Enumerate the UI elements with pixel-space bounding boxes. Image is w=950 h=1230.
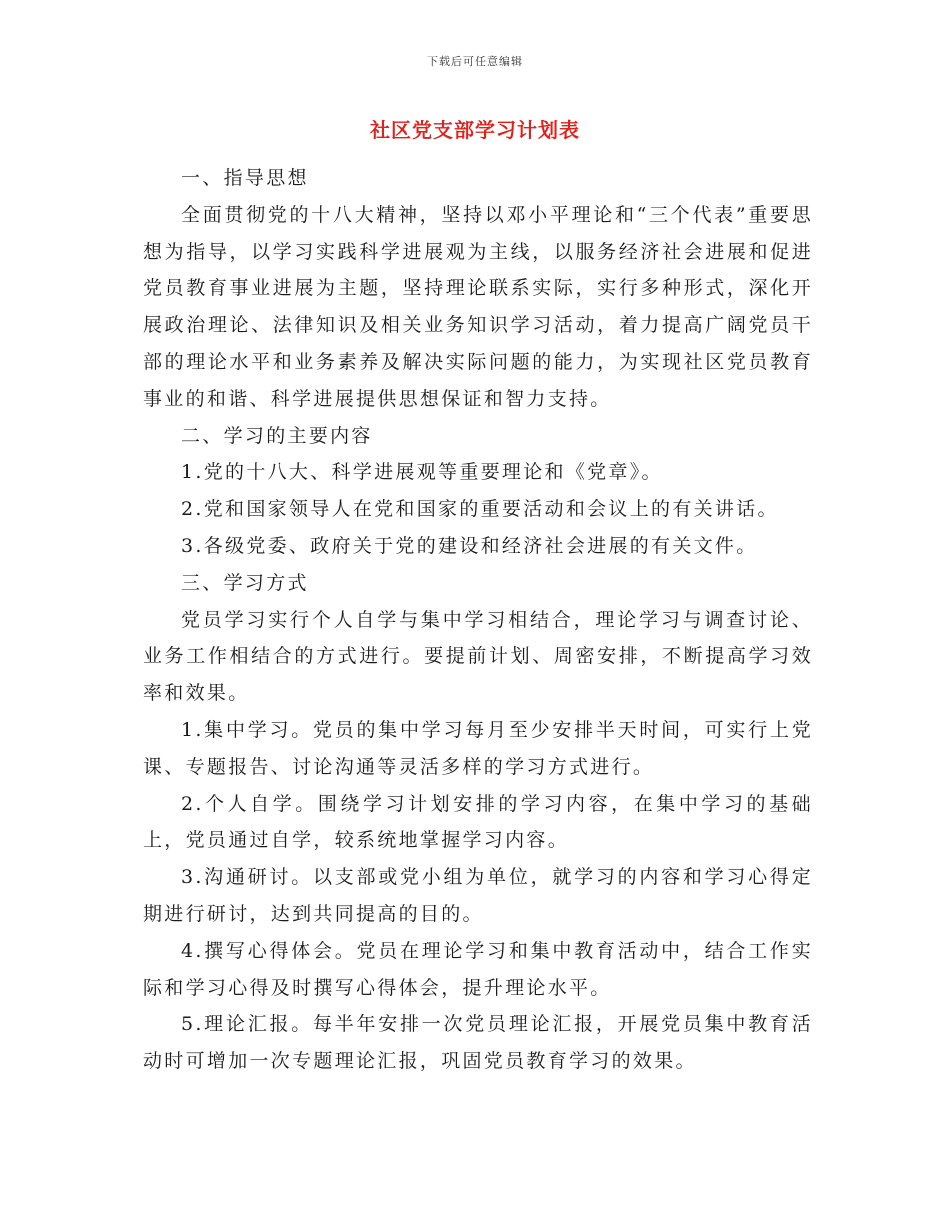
paragraph-guiding-thought: 全面贯彻党的十八大精神，坚持以邓小平理论和“三个代表”重要思想为指导，以学习实践科学进展观为主线，以服务经济社会进展和促进党员教育事业进展为主题，坚持理论联系实际，实行多种形式，深化开展政治理论、法律知识及相关业务知识学习活动，着力提高广阔党员干部的理论水平和业务素养及解决实际问题的能力，为实现社区党员教育事业的和谐、科学进展提供思想保证和智力支持。 xyxy=(143,203,813,410)
method-item-5: 5.理论汇报。每半年安排一次党员理论汇报，开展党员集中教育活动时可增加一次专题理论汇报，巩固党员教育学习的效果。 xyxy=(143,1013,813,1073)
section-heading-guiding-thought: 一、指导思想 xyxy=(181,167,309,189)
section-heading-study-content: 二、学习的主要内容 xyxy=(181,424,373,447)
content-item-1: 1.党的十八大、科学进展观等重要理论和《党章》。 xyxy=(181,461,663,484)
method-item-4: 4.撰写心得体会。党员在理论学习和集中教育活动中，结合工作实际和学习心得及时撰写心得体会，提升理论水平。 xyxy=(143,939,813,999)
section-heading-study-method: 三、学习方式 xyxy=(181,571,309,594)
document-body xyxy=(143,160,813,1080)
method-item-1: 1.集中学习。党员的集中学习每月至少安排半天时间，可实行上党课、专题报告、讨论沟通等灵活多样的学习方式进行。 xyxy=(143,718,813,778)
document-title: 社区党支部学习计划表 xyxy=(370,118,580,142)
paragraph-study-method-intro: 党员学习实行个人自学与集中学习相结合，理论学习与调查讨论、业务工作相结合的方式进行。要提前计划、周密安排，不断提高学习效率和效果。 xyxy=(143,608,813,705)
content-item-2: 2.党和国家领导人在党和国家的重要活动和会议上的有关讲话。 xyxy=(181,498,779,521)
content-item-3: 3.各级党委、政府关于党的建设和经济社会进展的有关文件。 xyxy=(181,534,758,557)
method-item-2: 2.个人自学。围绕学习计划安排的学习内容，在集中学习的基础上，党员通过自学，较系统地掌握学习内容。 xyxy=(143,792,813,852)
method-item-3: 3.沟通研讨。以支部或党小组为单位，就学习的内容和学习心得定期进行研讨，达到共同提高的目的。 xyxy=(143,866,813,925)
header-note: 下载后可任意编辑 xyxy=(427,55,523,68)
